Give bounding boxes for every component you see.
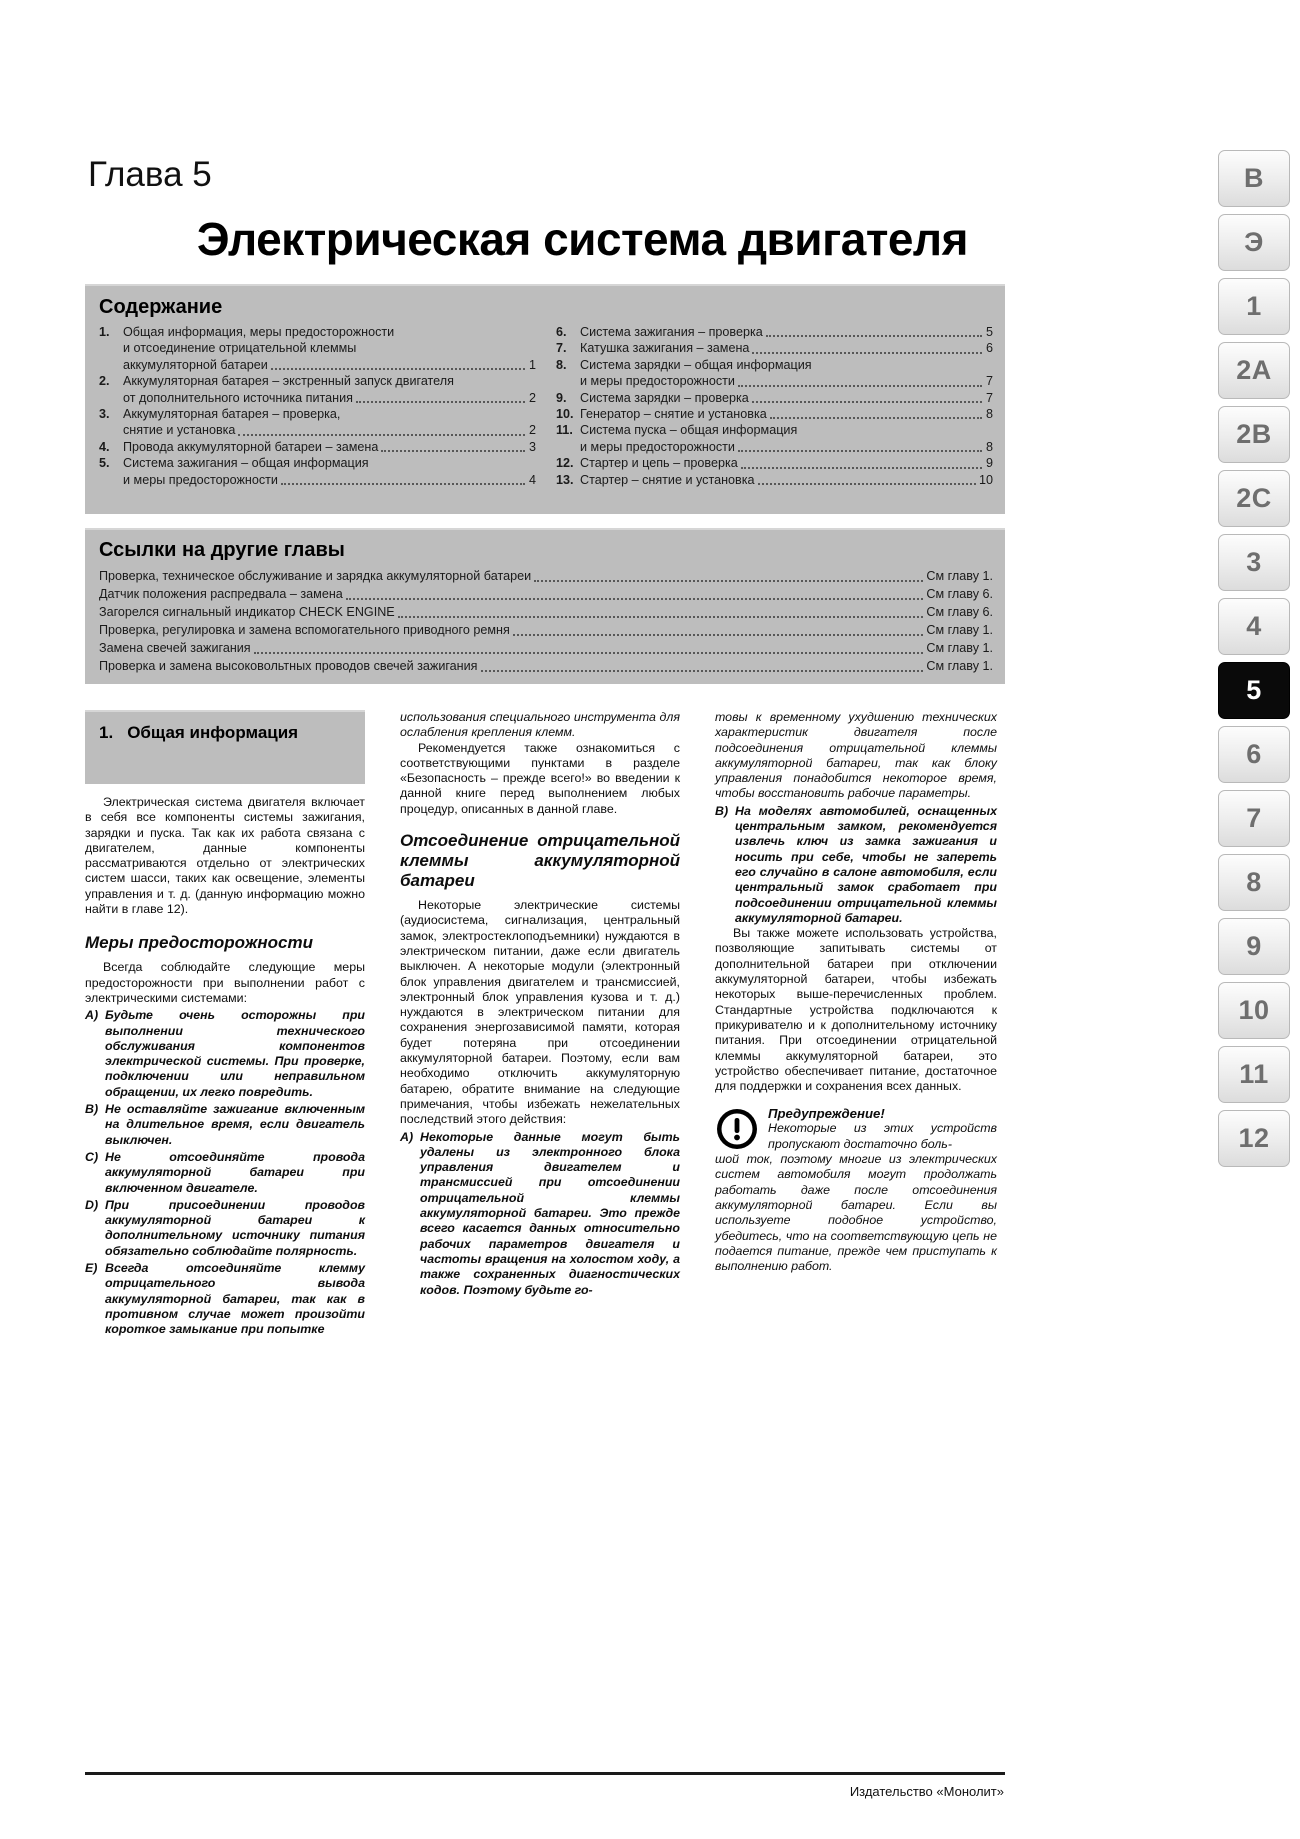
chapter-tab-label: 4 bbox=[1246, 611, 1262, 641]
warning-body: шой ток, поэтому многие из электрических систем автомобиля могут продолжать работать даже после отсоединения аккумуляторной батареи. Если вы используете подобное устройство, убедитесь, что на соответствующую цепь не подается питание, прежде чем приступать к выполнению работ. bbox=[715, 1152, 997, 1274]
toc-entry-lastline bbox=[123, 439, 536, 455]
toc-entry[interactable] bbox=[556, 357, 993, 390]
chapter-tab-12[interactable] bbox=[1218, 1110, 1290, 1167]
toc-entry-line: Система зарядки – общая информация bbox=[580, 357, 812, 372]
toc-leader-dots bbox=[271, 359, 525, 370]
toc-page-number: 7 bbox=[985, 390, 993, 405]
toc-entry-body bbox=[123, 373, 536, 406]
toc-entry[interactable] bbox=[99, 455, 536, 488]
toc-entry[interactable] bbox=[556, 340, 993, 356]
lettered-list-item bbox=[85, 1150, 365, 1196]
reference-row[interactable] bbox=[99, 639, 993, 657]
chapter-tab-label: 11 bbox=[1239, 1059, 1269, 1089]
toc-leader-dots bbox=[741, 458, 982, 469]
toc-entry-lastline bbox=[580, 439, 993, 455]
toc-leader-dots bbox=[738, 441, 982, 452]
notes-list bbox=[400, 1130, 680, 1298]
chapter-label: Глава 5 bbox=[88, 155, 212, 194]
toc-entry-body bbox=[580, 340, 993, 356]
toc-entry-body bbox=[123, 406, 536, 439]
chapter-tab-label: B bbox=[1244, 163, 1264, 193]
toc-entry-line: и отсоединение отрицательной клеммы bbox=[123, 341, 357, 356]
reference-target: См главу 1. bbox=[926, 659, 993, 673]
toc-entry-lastline bbox=[580, 390, 993, 406]
chapter-tab-label: 2A bbox=[1236, 355, 1272, 385]
toc-entry[interactable] bbox=[99, 439, 536, 455]
toc-entry-line: Система пуска – общая информация bbox=[580, 423, 798, 438]
toc-entry-text: и меры предосторожности bbox=[580, 439, 735, 454]
toc-entry-line: Общая информация, меры предосторожности bbox=[123, 325, 395, 339]
reference-target: См главу 6. bbox=[926, 605, 993, 619]
chapter-tab-label: Э bbox=[1244, 227, 1264, 257]
list-item-label: B) bbox=[85, 1102, 99, 1117]
toc-entry-number: 6. bbox=[556, 325, 567, 339]
list-item-text: Всегда отсоединяйте клемму отрицательного вывода аккумуляторной батареи, так как в противном случае может произойти короткое замыкание при попытке bbox=[105, 1261, 365, 1337]
toc-page-number: 2 bbox=[528, 423, 536, 438]
lettered-list-item bbox=[85, 1198, 365, 1259]
paragraph-continued: использования специального инструмента для ослабления крепления клемм. bbox=[400, 710, 680, 740]
lettered-list-item bbox=[400, 1130, 680, 1298]
toc-page-number: 7 bbox=[985, 374, 993, 389]
list-item-text: Не оставляйте зажигание включенным на длительное время, если двигатель выключен. bbox=[105, 1102, 365, 1147]
paragraph: Некоторые электрические системы (аудиосистема, сигнализация, центральный замок, электростеклоподъемники) нуждаются в электрическом питании, даже если двигатель выключен. А некоторые модули (электронный блок управления двигателем и трансмиссией, электронный блок управления кузова и т. д.) нуждаются в электрическом питании для сохранения энергозависимой памяти, которая будет потеряна при отсоединении аккумуляторной батареи. Поэтому, если вам необходимо отключить аккумуляторную батарею, обратите внимание на следующие примечания, чтобы избежать нежелательных последствий этого действия: bbox=[400, 898, 680, 1127]
table-of-contents-panel bbox=[85, 284, 1005, 514]
toc-entry-body bbox=[580, 324, 993, 340]
toc-leader-dots bbox=[738, 376, 982, 387]
reference-row[interactable] bbox=[99, 657, 993, 675]
chapter-tab-label: 2C bbox=[1236, 483, 1272, 513]
footer-divider bbox=[85, 1772, 1005, 1775]
chapter-tab-7[interactable] bbox=[1218, 790, 1290, 847]
toc-entry-lastline bbox=[580, 406, 993, 422]
reference-leader-dots bbox=[346, 588, 924, 600]
toc-entry-text: снятие и установка bbox=[123, 423, 236, 438]
toc-entry-lastline bbox=[580, 324, 993, 340]
page-title: Электрическая система двигателя bbox=[196, 213, 968, 265]
body-column-3 bbox=[715, 710, 997, 1274]
chapter-tab-label: 12 bbox=[1238, 1123, 1270, 1153]
toc-entry-body bbox=[123, 455, 536, 488]
chapter-tab-2b[interactable] bbox=[1218, 406, 1290, 463]
toc-entry-body bbox=[580, 422, 993, 455]
toc-leader-dots bbox=[381, 441, 525, 452]
toc-entry[interactable] bbox=[99, 406, 536, 439]
section-title: Общая информация bbox=[127, 723, 299, 742]
toc-entry-lastline bbox=[123, 357, 536, 373]
toc-leader-dots bbox=[758, 474, 976, 485]
list-item-text: На моделях автомобилей, оснащенных центральным замком, рекомендуется извлечь ключ из замка зажигания и носить при себе, чтобы не запереть его случайно в салоне автомобиля, если центральный замок сработает при подсоединении отрицательной клеммы аккумуляторной батареи. bbox=[735, 803, 997, 925]
exclamation-circle-icon bbox=[715, 1107, 759, 1151]
toc-entry-line: Аккумуляторная батарея – экстренный запуск двигателя bbox=[123, 374, 454, 389]
list-item-label: D) bbox=[85, 1197, 99, 1212]
toc-page-number: 8 bbox=[985, 439, 993, 454]
chapter-tab-11[interactable] bbox=[1218, 1046, 1290, 1103]
toc-entry-number: 13. bbox=[556, 472, 574, 487]
chapter-tab-label: 7 bbox=[1246, 803, 1262, 833]
toc-entry[interactable] bbox=[99, 324, 536, 373]
subheading-disconnect-battery: Отсоединение отрицательной клеммы аккумуляторной батареи bbox=[400, 831, 680, 891]
toc-heading: Содержание bbox=[99, 296, 223, 318]
toc-entry-body bbox=[580, 390, 993, 406]
chapter-tab-8[interactable] bbox=[1218, 854, 1290, 911]
toc-page-number: 6 bbox=[985, 341, 993, 356]
toc-page-number: 4 bbox=[528, 472, 536, 487]
toc-page-number: 2 bbox=[528, 390, 536, 405]
toc-entry-lastline bbox=[580, 472, 993, 488]
paragraph-continued: товы к временному ухудшению технических характеристик двигателя после подсоединения отрицательной клеммы аккумуляторной батареи, так как блоку управления понадобится некоторое время, чтобы восстановить рабочие параметры. bbox=[715, 710, 997, 801]
chapter-tab-1[interactable] bbox=[1218, 278, 1290, 335]
toc-entry-lastline bbox=[123, 472, 536, 488]
toc-entry-body bbox=[580, 472, 993, 488]
toc-leader-dots bbox=[238, 425, 525, 436]
references-heading: Ссылки на другие главы bbox=[99, 539, 345, 561]
toc-entry[interactable] bbox=[99, 373, 536, 406]
reference-leader-dots bbox=[398, 606, 924, 618]
toc-entry-number: 11. bbox=[556, 423, 573, 438]
toc-page-number: 5 bbox=[985, 325, 993, 339]
list-item-label: A) bbox=[85, 1008, 99, 1023]
chapter-tab-label: 8 bbox=[1246, 867, 1262, 897]
toc-entry-lastline bbox=[580, 340, 993, 356]
reference-target: См главу 1. bbox=[926, 623, 993, 637]
list-item-text: При присоединении проводов аккумуляторной батареи к дополнительному источнику питания обязательно соблюдайте полярность. bbox=[105, 1197, 365, 1258]
section-header-panel bbox=[85, 710, 365, 784]
toc-entry[interactable] bbox=[556, 406, 993, 422]
references-list bbox=[99, 567, 993, 675]
chapter-tab-label: 6 bbox=[1246, 739, 1262, 769]
toc-page-number: 10 bbox=[978, 472, 993, 487]
toc-entry-number: 9. bbox=[556, 390, 567, 405]
precautions-list bbox=[85, 1008, 365, 1337]
reference-target: См главу 1. bbox=[926, 641, 993, 655]
reference-target: См главу 6. bbox=[926, 587, 993, 601]
reference-text: Замена свечей зажигания bbox=[99, 641, 251, 655]
chapter-tab-2c[interactable] bbox=[1218, 470, 1290, 527]
lettered-list-item bbox=[85, 1102, 365, 1148]
chapter-tab-b[interactable] bbox=[1218, 150, 1290, 207]
toc-page-number: 1 bbox=[528, 357, 536, 372]
reference-row[interactable] bbox=[99, 585, 993, 603]
toc-entry-text: и меры предосторожности bbox=[123, 472, 278, 487]
toc-entry-text: Генератор – снятие и установка bbox=[580, 407, 767, 422]
list-item-text: Некоторые данные могут быть удалены из электронного блока управления двигателем и трансмиссией при отсоединении отрицательной клеммы аккумуляторной батареи. Это прежде всего касается данных относительно рабочих параметров двигателя и частоты вращения на холостом ходу, а также сохраненных диагностических кодов. Поэтому будьте го- bbox=[420, 1129, 680, 1297]
chapter-tab-label: 1 bbox=[1246, 291, 1262, 321]
footer-publisher: Издательство «Монолит» bbox=[849, 1784, 1004, 1799]
warning-title: Предупреждение! bbox=[768, 1106, 885, 1122]
toc-entry-body bbox=[123, 439, 536, 455]
paragraph: Всегда соблюдайте следующие меры предосторожности при выполнении работ с электрическими системами: bbox=[85, 960, 365, 1005]
toc-entry-text: Провода аккумуляторной батареи – замена bbox=[123, 439, 379, 454]
reference-text: Проверка и замена высоковольтных проводов свечей зажигания bbox=[99, 659, 478, 673]
chapter-tab-6[interactable] bbox=[1218, 726, 1290, 783]
toc-entry[interactable] bbox=[556, 422, 993, 455]
reference-leader-dots bbox=[534, 570, 923, 582]
toc-leader-dots bbox=[770, 408, 982, 419]
reference-text: Загорелся сигнальный индикатор CHECK ENGINE bbox=[99, 605, 395, 619]
reference-leader-dots bbox=[254, 642, 924, 654]
toc-leader-dots bbox=[752, 343, 982, 354]
toc-entry-number: 7. bbox=[556, 341, 567, 356]
toc-entry-number: 8. bbox=[556, 357, 567, 372]
toc-entry[interactable] bbox=[556, 455, 993, 471]
toc-entry-body bbox=[123, 324, 536, 373]
chapter-tab-label: 9 bbox=[1246, 931, 1262, 961]
chapter-tab-10[interactable] bbox=[1218, 982, 1290, 1039]
toc-entry-text: Система зажигания – проверка bbox=[580, 325, 763, 339]
paragraph: Электрическая система двигателя включает в себя все компоненты системы зажигания, зарядки и пуска. Так как их работа связана с двигателем, данные компоненты рассматриваются отдельно от электрических систем шасси, таких как освещение, элементы управления и т. д. (данную информацию можно найти в главе 12). bbox=[85, 795, 365, 917]
reference-row[interactable] bbox=[99, 567, 993, 585]
list-item-label: C) bbox=[85, 1149, 99, 1164]
reference-text: Проверка, техническое обслуживание и зарядка аккумуляторной батареи bbox=[99, 569, 532, 583]
toc-entry-lastline bbox=[123, 422, 536, 438]
toc-entry-text: Система зарядки – проверка bbox=[580, 390, 749, 405]
toc-leader-dots bbox=[752, 392, 982, 403]
chapter-tab-4[interactable] bbox=[1218, 598, 1290, 655]
toc-entry-text: Стартер – снятие и установка bbox=[580, 472, 755, 487]
reference-text: Датчик положения распредвала – замена bbox=[99, 587, 343, 601]
toc-leader-dots bbox=[356, 392, 525, 403]
chapter-tab-э[interactable] bbox=[1218, 214, 1290, 271]
reference-row[interactable] bbox=[99, 621, 993, 639]
toc-page-number: 9 bbox=[985, 456, 993, 471]
cross-references-panel bbox=[85, 528, 1005, 684]
chapter-tab-5[interactable] bbox=[1218, 662, 1290, 719]
toc-entry-text: от дополнительного источника питания bbox=[123, 390, 353, 405]
toc-entry-number: 12. bbox=[556, 456, 574, 471]
toc-entry-lastline bbox=[580, 455, 993, 471]
toc-leader-dots bbox=[766, 326, 982, 337]
toc-entry-body bbox=[580, 357, 993, 390]
toc-entry-text: Стартер и цепь – проверка bbox=[580, 456, 738, 471]
lettered-list-item bbox=[715, 804, 997, 926]
body-column-2 bbox=[400, 710, 680, 1298]
paragraph: Рекомендуется также ознакомиться с соответствующими пунктами в разделе «Безопасность – прежде всего!» во введении к данной книге перед выполнением любых процедур, описанных в данной главе. bbox=[400, 740, 680, 816]
toc-entry-text: аккумуляторной батареи bbox=[123, 357, 268, 372]
reference-text: Проверка, регулировка и замена вспомогательного приводного ремня bbox=[99, 623, 510, 637]
toc-entry-body bbox=[580, 455, 993, 471]
list-item-label: A) bbox=[400, 1129, 414, 1144]
toc-column-right bbox=[556, 324, 993, 488]
list-item-label: B) bbox=[715, 803, 729, 818]
list-item-text: Не отсоединяйте провода аккумуляторной батареи при включенном двигателе. bbox=[105, 1149, 365, 1195]
toc-entry-number: 4. bbox=[99, 439, 110, 454]
reference-target: См главу 1. bbox=[926, 569, 993, 583]
toc-entry-number: 2. bbox=[99, 374, 110, 389]
chapter-tab-label: 3 bbox=[1246, 547, 1262, 577]
toc-leader-dots bbox=[281, 474, 525, 485]
lettered-list-item bbox=[85, 1261, 365, 1337]
toc-entry-line: Аккумуляторная батарея – проверка, bbox=[123, 407, 341, 422]
chapter-tab-3[interactable] bbox=[1218, 534, 1290, 591]
toc-column-left bbox=[99, 324, 536, 488]
chapter-tab-2a[interactable] bbox=[1218, 342, 1290, 399]
toc-page-number: 3 bbox=[528, 439, 536, 454]
toc-entry-lastline bbox=[580, 373, 993, 389]
chapter-tab-label: 10 bbox=[1238, 995, 1270, 1025]
toc-page-number: 8 bbox=[985, 407, 993, 422]
list-item-label: E) bbox=[85, 1261, 98, 1276]
warning-block bbox=[715, 1106, 997, 1274]
paragraph: Вы также можете использовать устройства, позволяющие запитывать системы от дополнительной батареи при отключении аккумуляторной батареи, чтобы избежать некоторых выше-перечисленных проблем. Стандартные устройства подключаются к прикуривателю и к дополнительному источнику питания. При отсоединении отрицательной клеммы аккумуляторной батареи, это устройство обеспечивает питание, достаточное для поддержки и сохранения всех данных. bbox=[715, 926, 997, 1094]
chapter-tab-label: 2B bbox=[1236, 419, 1272, 449]
toc-entry-body bbox=[580, 406, 993, 422]
subheading-precautions: Меры предосторожности bbox=[85, 933, 313, 953]
toc-entry-line: Система зажигания – общая информация bbox=[123, 456, 369, 471]
toc-entry-text: и меры предосторожности bbox=[580, 374, 735, 389]
toc-entry[interactable] bbox=[556, 390, 993, 406]
body-column-1 bbox=[85, 795, 365, 1338]
chapter-tab-rail bbox=[1218, 150, 1290, 1167]
toc-entry-lastline bbox=[123, 390, 536, 406]
toc-entry[interactable] bbox=[556, 324, 993, 340]
warning-lead: Некоторые из этих устройств пропускают достаточно боль- bbox=[768, 1121, 997, 1151]
chapter-tab-9[interactable] bbox=[1218, 918, 1290, 975]
reference-leader-dots bbox=[513, 624, 924, 636]
toc-entry-text: Катушка зажигания – замена bbox=[580, 341, 750, 356]
lettered-list-item bbox=[85, 1008, 365, 1100]
toc-entry-number: 3. bbox=[99, 407, 110, 422]
notes-list-continued bbox=[715, 804, 997, 926]
toc-entry-number: 5. bbox=[99, 456, 110, 471]
toc-entry-number: 10. bbox=[556, 407, 574, 422]
reference-leader-dots bbox=[481, 660, 924, 672]
toc-entry-number: 1. bbox=[99, 325, 110, 339]
chapter-tab-label: 5 bbox=[1246, 675, 1262, 705]
reference-row[interactable] bbox=[99, 603, 993, 621]
toc-entry[interactable] bbox=[556, 472, 993, 488]
section-number: 1. bbox=[99, 723, 114, 742]
list-item-text: Будьте очень осторожны при выполнении технического обслуживания компонентов электрической системы. При проверке, подключении или неправильном обращении, их легко повредить. bbox=[105, 1008, 365, 1099]
